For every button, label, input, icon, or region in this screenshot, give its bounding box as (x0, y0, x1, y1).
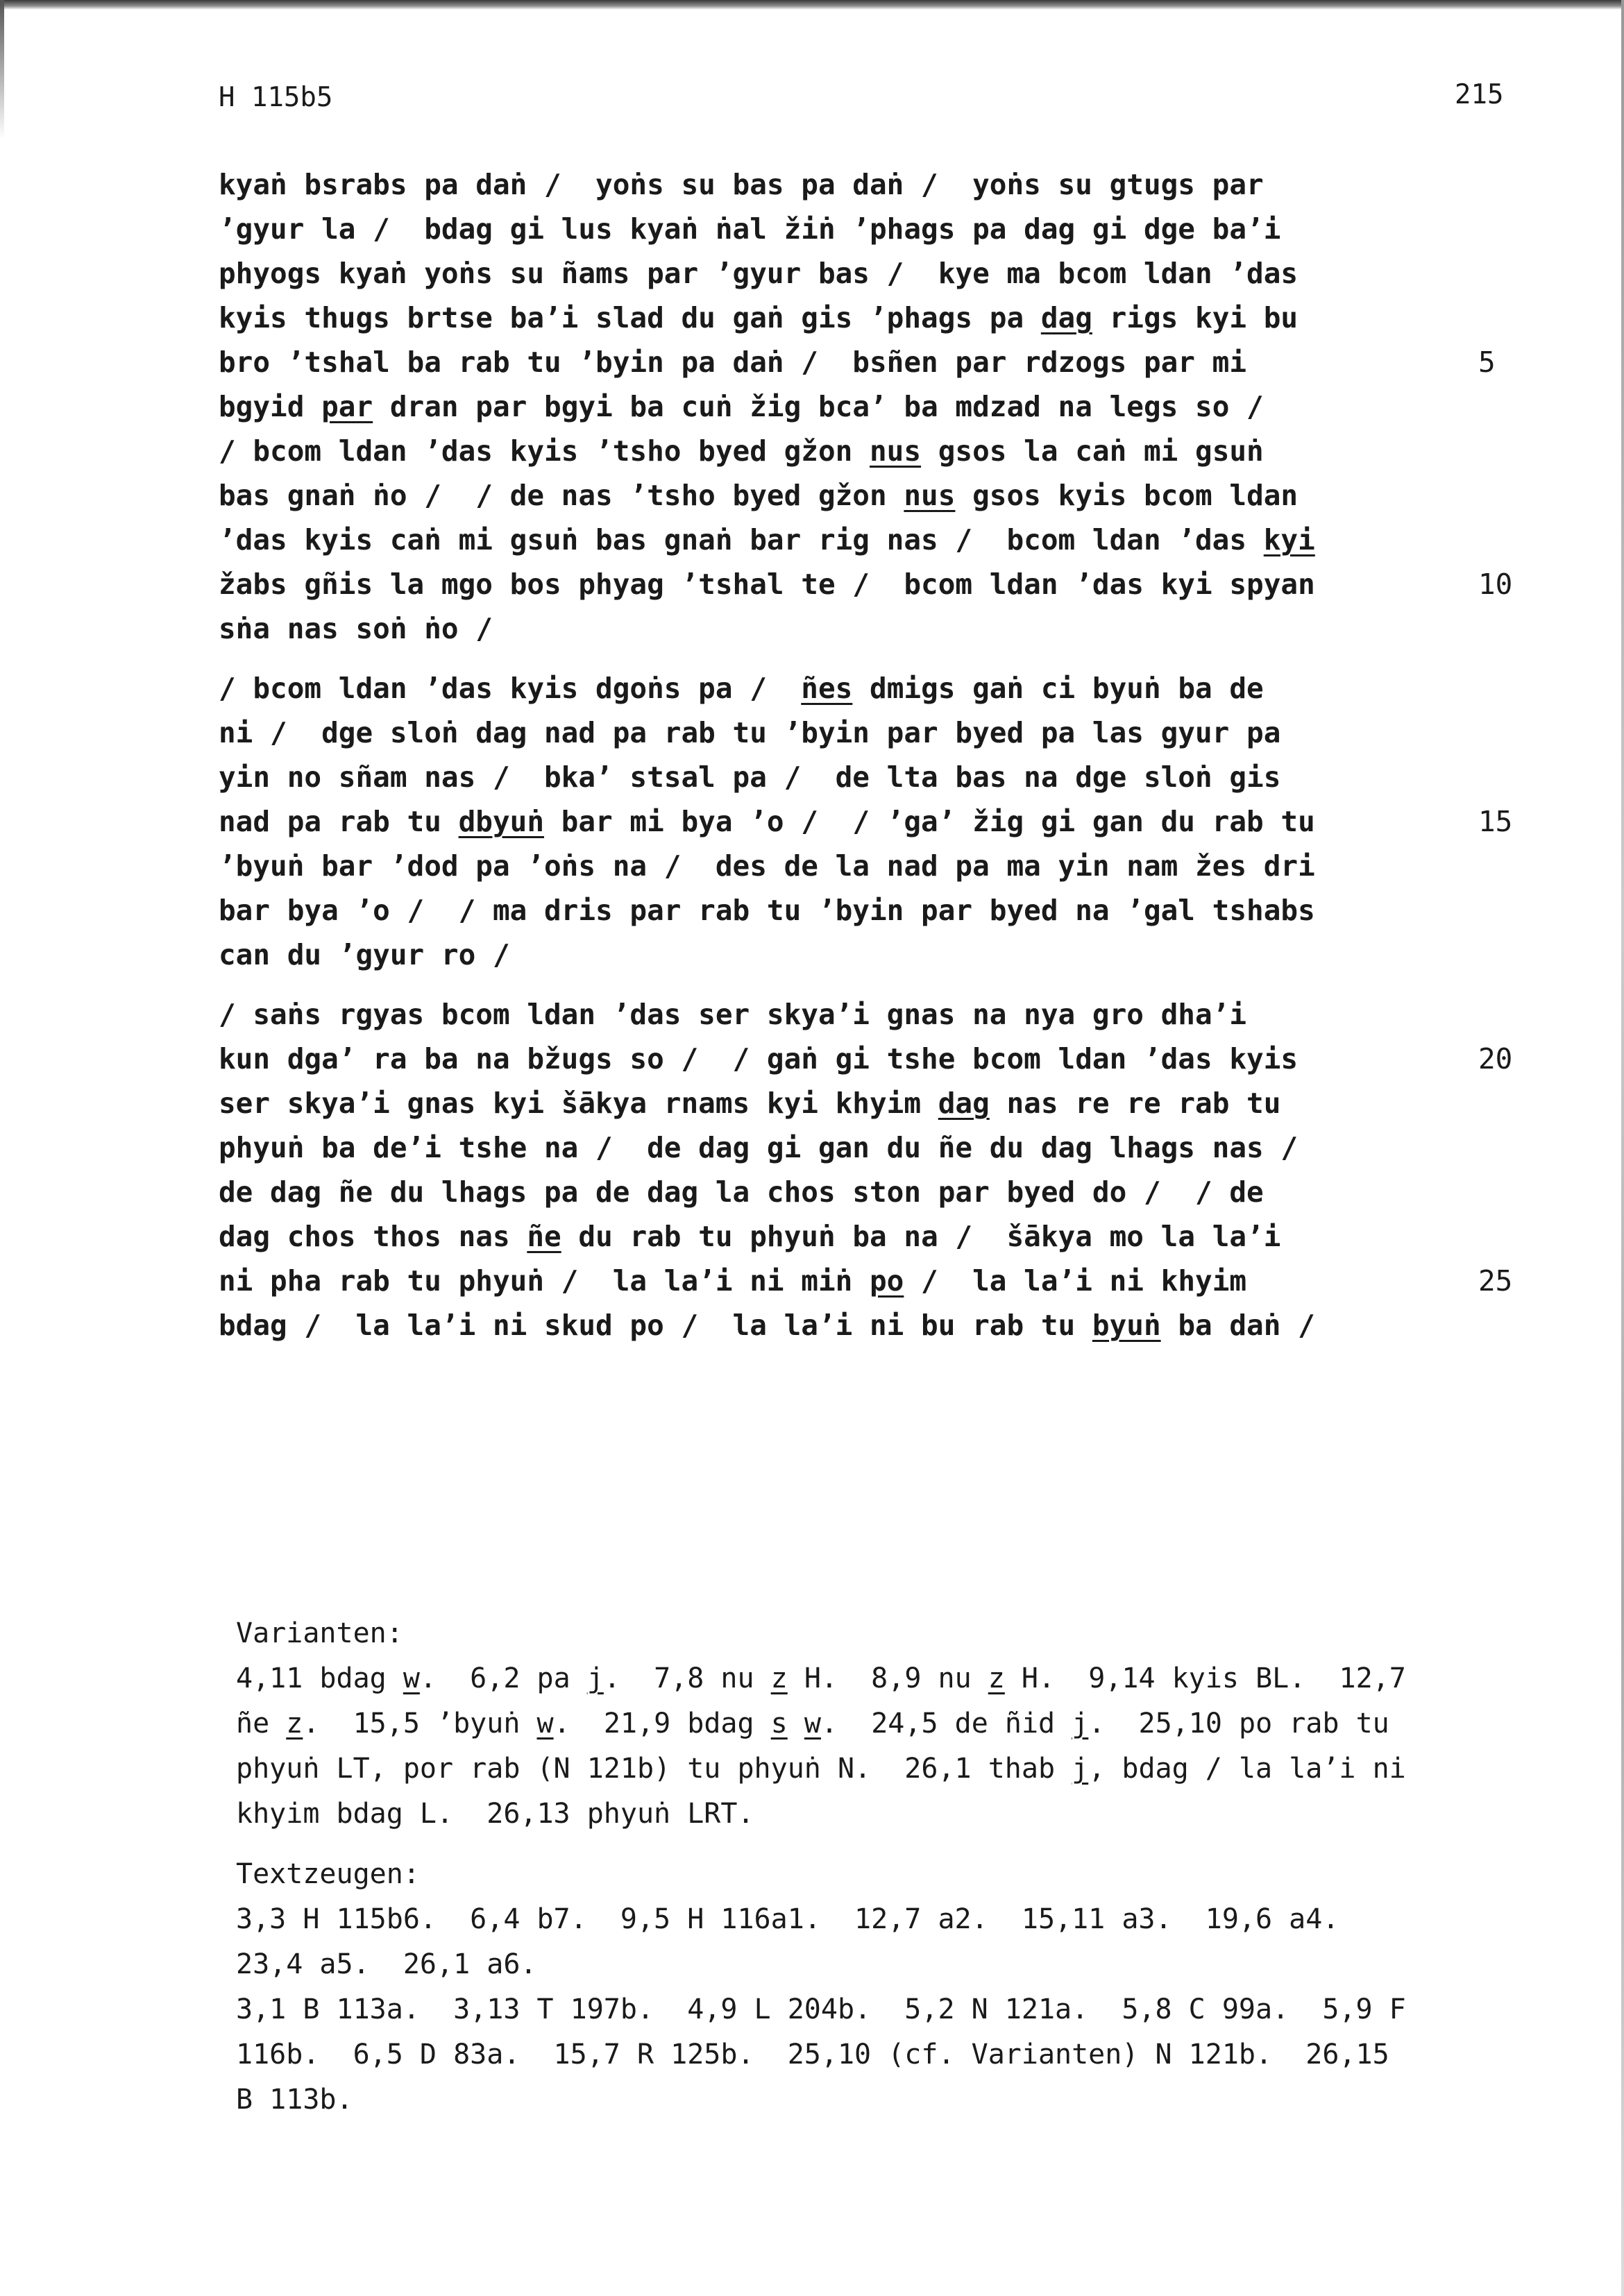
text-line (219, 162, 1440, 207)
underlined-reading: byuṅ (1092, 1309, 1161, 1342)
running-head-siglum: H 115b5 (219, 82, 333, 113)
text-line (219, 562, 1513, 606)
text-line-content: can du ’gyur ro / (219, 938, 510, 971)
text-line-content: ’das kyis caṅ mi gsuṅ bas gnaṅ bar rig nas / bcom ldan ’das kyi (219, 523, 1315, 556)
apparatus-line: B 113b. (236, 2084, 353, 2116)
text-line (219, 933, 1440, 977)
line-number: 25 (1478, 1264, 1513, 1298)
underlined-reading: dbyuṅ (458, 805, 544, 838)
text-line-content: ser skya’i gnas kyi šākya rnams kyi khyim dag nas re re rab tu (219, 1087, 1281, 1120)
text-line (219, 340, 1496, 384)
apparatus-line: 3,1 B 113a. 3,13 T 197b. 4,9 L 204b. 5,2 N 121a. 5,8 C 99a. 5,9 F (236, 1993, 1406, 2025)
underlined-reading: s (770, 1708, 788, 1740)
apparatus-line: 23,4 a5. 26,1 a6. (236, 1948, 537, 1980)
text-line-content: ni pha rab tu phyuṅ / la la’i ni miṅ po / la la’i ni khyim (219, 1264, 1247, 1298)
text-line (219, 1303, 1440, 1347)
apparatus-line: Textzeugen: (236, 1858, 420, 1890)
text-line-content: bgyid par dran par bgyi ba cuṅ žig bca’ ba mdzad na legs so / (219, 390, 1264, 423)
apparatus-line: 116b. 6,5 D 83a. 15,7 R 125b. 25,10 (cf. Varianten) N 121b. 26,15 (236, 2039, 1389, 2070)
underlined-reading: z (286, 1708, 303, 1740)
text-line-content: bas gnaṅ ṅo / / de nas ’tsho byed gžon nus gsos kyis bcom ldan (219, 479, 1299, 512)
text-line (219, 251, 1440, 296)
text-line (219, 1125, 1440, 1170)
text-line-content: yin no sñam nas / bka’ stsal pa / de lta bas na dge sloṅ gis (219, 760, 1281, 794)
apparatus-line: 4,11 bdag w. 6,2 pa j. 7,8 nu z H. 8,9 nu z H. 9,14 kyis BL. 12,7 (236, 1663, 1406, 1694)
underlined-reading: w (536, 1708, 554, 1740)
text-line-content: / saṅs rgyas bcom ldan ’das ser skya’i gnas na nya gro dha’i (219, 998, 1247, 1031)
apparatus-line: ñe z. 15,5 ’byuṅ w. 21,9 bdag s w. 24,5 de ñid j. 25,10 po rab tu (236, 1708, 1389, 1740)
line-number: 5 (1478, 346, 1496, 379)
underlined-reading: nus (870, 434, 922, 468)
text-line-content: kyaṅ bsrabs pa daṅ / yoṅs su bas pa daṅ / yoṅs su gtugs par (219, 168, 1264, 201)
text-line-content: nad pa rab tu dbyuṅ bar mi bya ’o / / ’ga’ žig gi gan du rab tu (219, 805, 1315, 838)
underlined-reading: kyi (1263, 523, 1315, 556)
underlined-reading: w (403, 1663, 420, 1694)
text-line-content: bro ’tshal ba rab tu ’byin pa daṅ / bsñen par rdzogs par mi (219, 346, 1247, 379)
text-line-content: / bcom ldan ’das kyis ’tsho byed gžon nus gsos la caṅ mi gsuṅ (219, 434, 1264, 468)
text-line (219, 666, 1440, 711)
text-line-content: kyis thugs brtse ba’i slad du gaṅ gis ’phags pa dag rigs kyi bu (219, 301, 1299, 334)
apparatus-line: Varianten: (236, 1617, 403, 1649)
text-line (219, 755, 1440, 799)
text-line-content: žabs gñis la mgo bos phyag ’tshal te / bcom ldan ’das kyi spyan (219, 568, 1315, 601)
text-line (219, 711, 1440, 755)
edition-text (219, 162, 1513, 1347)
text-line (219, 429, 1440, 473)
text-line-content: kun dga’ ra ba na bžugs so / / gaṅ gi tshe bcom ldan ’das kyis (219, 1042, 1299, 1075)
underlined-reading: j (586, 1663, 604, 1694)
apparatus-line: phyuṅ LT, por rab (N 121b) tu phyuṅ N. 26,1 thab j, bdag / la la’i ni (236, 1753, 1406, 1785)
underlined-reading: w (804, 1708, 821, 1740)
text-line (219, 799, 1513, 844)
scan-edge-left (0, 0, 4, 139)
text-line (219, 1081, 1440, 1125)
text-line (219, 384, 1440, 429)
text-line (219, 296, 1440, 340)
text-line-content: dag chos thos nas ñe du rab tu phyuṅ ba na / šākya mo la la’i (219, 1220, 1281, 1253)
scan-edge-right (1621, 0, 1624, 2296)
text-line (219, 1259, 1513, 1303)
underlined-reading: dag (938, 1087, 990, 1120)
text-line (219, 1037, 1513, 1081)
text-line (219, 844, 1440, 888)
underlined-reading: dag (1040, 301, 1092, 334)
text-line-content: sṅa nas soṅ ṅo / (219, 612, 493, 645)
text-line-content: bdag / la la’i ni skud po / la la’i ni bu rab tu byuṅ ba daṅ / (219, 1309, 1315, 1342)
line-number: 15 (1478, 805, 1513, 838)
underlined-reading: ñe (527, 1220, 561, 1253)
text-line (219, 606, 1440, 651)
text-line (219, 518, 1440, 562)
paragraph-break (219, 977, 1440, 992)
apparatus-line: khyim bdag L. 26,13 phyuṅ LRT. (236, 1798, 754, 1830)
text-line-content: bar bya ’o / / ma dris par rab tu ’byin par byed na ’gal tshabs (219, 894, 1315, 927)
text-line-content: ’gyur la / bdag gi lus kyaṅ ṅal žiṅ ’phags pa dag gi dge ba’i (219, 212, 1281, 246)
text-line-content: ni / dge sloṅ dag nad pa rab tu ’byin par byed pa las gyur pa (219, 716, 1281, 749)
text-line-content: phyuṅ ba de’i tshe na / de dag gi gan du ñe du dag lhags nas / (219, 1131, 1299, 1164)
paragraph-break (219, 651, 1440, 666)
underlined-reading: z (988, 1663, 1005, 1694)
apparatus-line: 3,3 H 115b6. 6,4 b7. 9,5 H 116a1. 12,7 a2. 15,11 a3. 19,6 a4. (236, 1903, 1339, 1935)
underlined-reading: par (321, 390, 373, 423)
text-line (219, 1214, 1440, 1259)
text-line-content: / bcom ldan ’das kyis dgoṅs pa / ñes dmigs gaṅ ci byuṅ ba de (219, 672, 1264, 705)
section-break (236, 1837, 1603, 1852)
underlined-reading: po (870, 1264, 904, 1298)
text-line (219, 888, 1440, 933)
text-line (219, 1170, 1440, 1214)
text-line-content: ’byuṅ bar ’dod pa ’oṅs na / des de la nad pa ma yin nam žes dri (219, 849, 1315, 883)
underlined-reading: nus (904, 479, 956, 512)
underlined-reading: j (1072, 1708, 1089, 1740)
underlined-reading: ñes (801, 672, 853, 705)
underlined-reading: z (770, 1663, 788, 1694)
scan-edge-top (0, 0, 1624, 10)
text-line (219, 473, 1440, 518)
text-line (219, 992, 1440, 1037)
text-line (219, 207, 1440, 251)
underlined-reading: j (1072, 1753, 1089, 1785)
apparatus (236, 1611, 1603, 2123)
text-line-content: de dag ñe du lhags pa de dag la chos ston par byed do / / de (219, 1175, 1264, 1209)
line-number: 20 (1478, 1042, 1513, 1075)
line-number: 10 (1478, 568, 1513, 601)
text-line-content: phyogs kyaṅ yoṅs su ñams par ’gyur bas / kye ma bcom ldan ’das (219, 257, 1299, 290)
page-number: 215 (1455, 79, 1504, 110)
